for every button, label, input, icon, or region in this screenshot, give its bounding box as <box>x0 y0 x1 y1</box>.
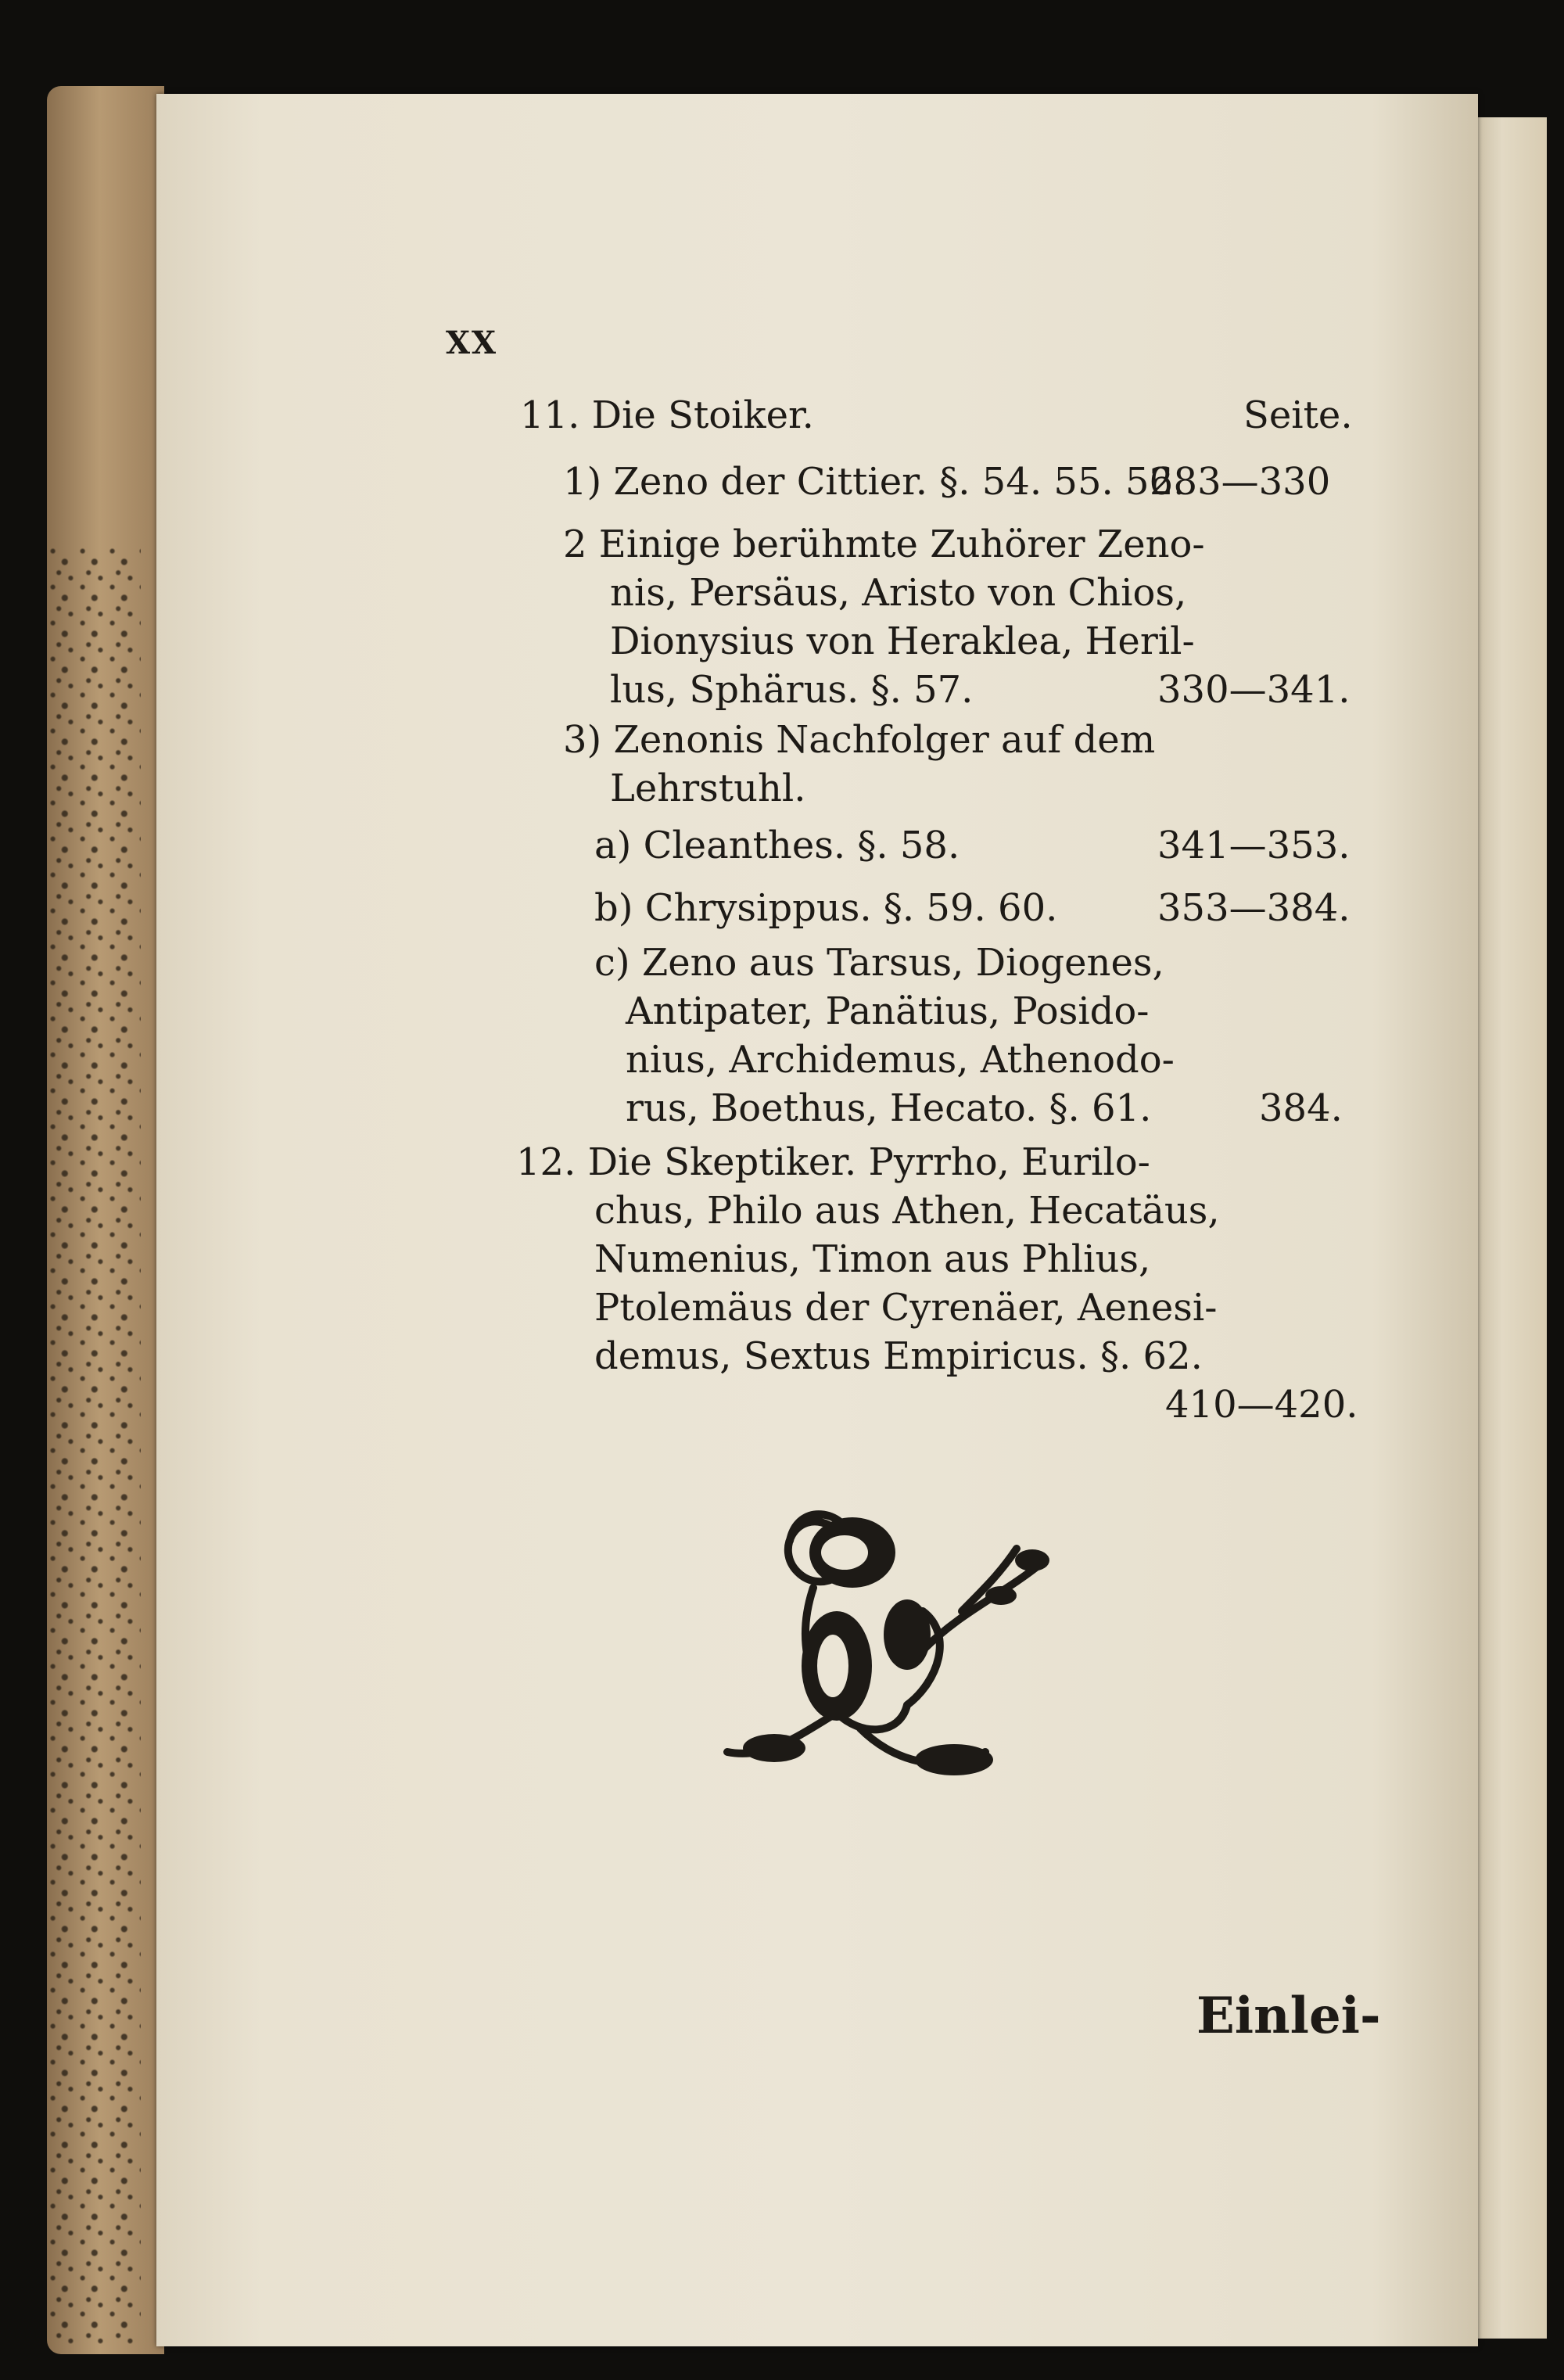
facing-page-edge <box>1470 117 1547 2339</box>
entry-line: Ptolemäus der Cyrenäer, Aenesi- <box>594 1286 1218 1330</box>
entry-line: Dionysius von Heraklea, Heril- <box>610 619 1195 663</box>
entry-pages: 410—420. <box>1165 1383 1358 1427</box>
entry-pages: 283—330 <box>1150 460 1331 504</box>
entry-line: nius, Archidemus, Athenodo- <box>626 1038 1175 1082</box>
binding-foxing <box>47 547 141 2346</box>
entry-line: demus, Sextus Empiricus. §. 62. <box>594 1334 1203 1378</box>
entry-line: 1) Zeno der Cittier. §. 54. 55. 56. <box>563 460 1186 504</box>
entry-line: Antipater, Panätius, Posido- <box>626 989 1150 1033</box>
column-label: Seite. <box>1243 393 1353 437</box>
entry-line: lus, Sphärus. §. 57. <box>610 668 974 712</box>
catchword: Einlei- <box>1196 1987 1381 2045</box>
entry-line: Lehrstuhl. <box>610 766 806 810</box>
entry-line: b) Chrysippus. §. 59. 60. <box>594 886 1058 930</box>
entry-line: 3) Zenonis Nachfolger auf dem <box>563 718 1156 762</box>
entry-line: nis, Persäus, Aristo von Chios, <box>610 571 1187 615</box>
page-number-header: XX <box>446 325 498 361</box>
entry-line: Numenius, Timon aus Phlius, <box>594 1237 1151 1281</box>
entry-line: a) Cleanthes. §. 58. <box>594 824 960 867</box>
entry-pages: 330—341. <box>1157 668 1351 712</box>
entry-pages: 353—384. <box>1157 886 1351 930</box>
section-title: 11. Die Stoiker. <box>520 393 814 437</box>
entry-pages: 341—353. <box>1157 824 1351 867</box>
entry-line: rus, Boethus, Hecato. §. 61. <box>626 1086 1152 1130</box>
entry-line: c) Zeno aus Tarsus, Diogenes, <box>594 941 1164 985</box>
section-title: 12. Die Skeptiker. Pyrrho, Eurilo- <box>516 1140 1150 1184</box>
entry-line: chus, Philo aus Athen, Hecatäus, <box>594 1189 1220 1233</box>
entry-line: 2 Einige berühmte Zuhörer Zeno- <box>563 522 1205 566</box>
entry-pages: 384. <box>1259 1086 1343 1130</box>
floral-vignette-icon <box>704 1478 1110 1830</box>
